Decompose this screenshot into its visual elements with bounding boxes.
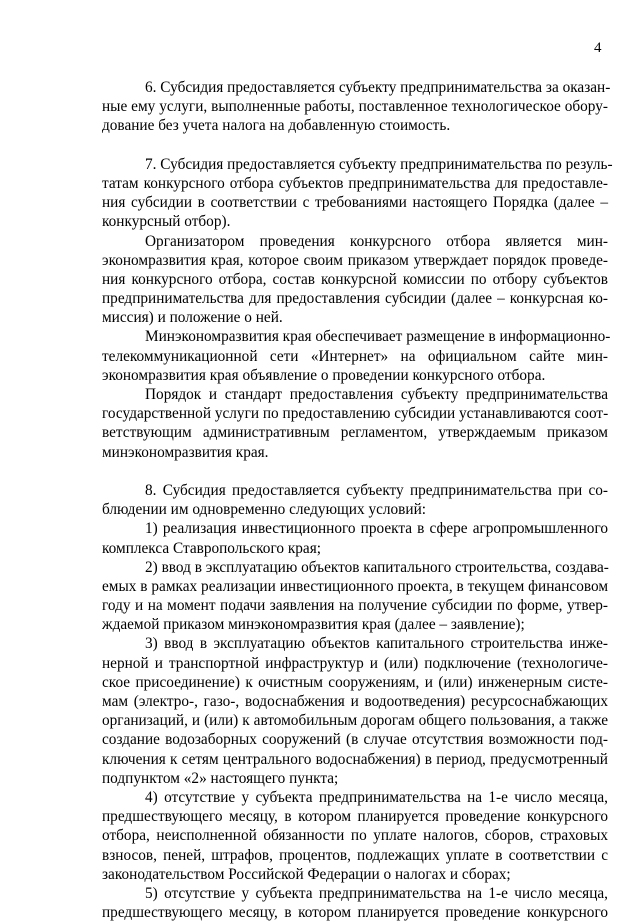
- text-line: конкурсный отбор).: [102, 213, 231, 231]
- text-line: ключения к сетям центрального водоснабжения) в период, предусмотренный: [102, 750, 608, 768]
- text-line: экономразвития края, которое своим приказом утверждает порядок проведе-: [102, 251, 608, 269]
- text-line: телекоммуникационной сети «Интернет» на официальном сайте мин-: [102, 347, 608, 365]
- text-line: ветствующим административным регламентом, утверждаемым приказом: [102, 424, 608, 442]
- text-line: 4) отсутствие у субъекта предпринимательства на 1-е число месяца,: [145, 788, 608, 806]
- paragraph: [102, 385, 608, 462]
- text-line: экономразвития края объявление о проведении конкурсного отбора.: [102, 366, 546, 384]
- text-line: отбора, неисполненной обязанности по уплате налогов, сборов, страховых: [102, 827, 608, 845]
- paragraph-gap: [102, 136, 608, 155]
- text-line: подпунктом «2» настоящего пункта;: [102, 769, 339, 787]
- text-line: ждаемой приказом минэкономразвития края (далее – заявление);: [102, 616, 525, 634]
- text-line: ные ему услуги, выполненные работы, поставленное технологическое обору-: [102, 98, 608, 116]
- page-number: 4: [594, 40, 602, 56]
- paragraph-gap: [102, 462, 608, 481]
- text-line: комплекса Ставропольского края;: [102, 539, 321, 557]
- text-line: 6. Субсидия предоставляется субъекту предпринимательства за оказан-: [145, 79, 611, 96]
- text-line: 8. Субсидия предоставляется субъекту предпринимательства при со-: [145, 481, 608, 499]
- text-line: блюдении им одновременно следующих условий:: [102, 501, 427, 519]
- text-line: ния конкурсного отбора, состав конкурсной комиссии по отбору субъектов: [102, 270, 608, 288]
- text-line: миссия) и положение о ней.: [102, 309, 283, 327]
- paragraph: [102, 558, 608, 635]
- text-line: татам конкурсного отбора субъектов предпринимательства для предоставле-: [102, 174, 608, 192]
- paragraph: [102, 155, 613, 232]
- text-line: ское присоединение) к очистным сооружениям, и (или) инженерным систе-: [102, 673, 608, 691]
- text-line: государственной услуги по предоставлению субсидии устанавливаются соот-: [102, 405, 609, 423]
- paragraph: [102, 519, 608, 557]
- text-line: предшествующего месяцу, в котором планируется проведение конкурсного: [102, 808, 608, 826]
- document-body: [102, 78, 613, 922]
- text-line: емых в рамках реализации инвестиционного проекта, в текущем финансовом: [102, 577, 608, 595]
- paragraph: [102, 884, 608, 922]
- text-line: организаций, и (или) к автомобильным дорогам общего пользования, а также: [102, 712, 608, 730]
- text-line: дование без учета налога на добавленную стоимость.: [102, 117, 451, 135]
- paragraph: [102, 78, 611, 136]
- text-line: законодательством Российской Федерации о налогах и сборах;: [102, 865, 511, 883]
- text-line: взносов, пеней, штрафов, процентов, подлежащих уплате в соответствии с: [102, 846, 608, 864]
- text-line: Порядок и стандарт предоставления субъекту предпринимательства: [145, 386, 608, 403]
- text-line: 2) ввод в эксплуатацию объектов капитального строительства, создава-: [145, 558, 609, 576]
- paragraph: [102, 634, 608, 788]
- text-line: предпринимательства для предоставления субсидии (далее – конкурсная ко-: [102, 290, 608, 308]
- paragraph: [102, 327, 611, 385]
- paragraph: [102, 481, 608, 519]
- paragraph: [102, 232, 608, 328]
- text-line: ния субсидии в соответствии с требованиями настоящего Порядка (далее –: [102, 194, 608, 212]
- text-line: 7. Субсидия предоставляется субъекту предпринимательства по резуль-: [145, 155, 613, 173]
- text-line: создание водозаборных сооружений (в случае отсутствия возможности под-: [102, 731, 608, 749]
- text-line: минэкономразвития края.: [102, 443, 269, 461]
- text-line: предшествующего месяцу, в котором планируется проведение конкурсного: [102, 904, 608, 922]
- text-line: году и на момент подачи заявления на получение субсидии по форме, утвер-: [102, 597, 608, 615]
- text-line: Организатором проведения конкурсного отбора является мин-: [145, 232, 608, 250]
- paragraph: [102, 788, 608, 884]
- text-line: 1) реализация инвестиционного проекта в сфере агропромышленного: [145, 520, 608, 538]
- text-line: 3) ввод в эксплуатацию объектов капитального строительства инже-: [145, 635, 608, 653]
- text-line: мам (электро-, газо-, водоснабжения и водоотведения) ресурсоснабжающих: [102, 693, 608, 710]
- text-line: нерной и транспортной инфраструктур и (или) подключение (технологиче-: [102, 654, 608, 672]
- text-line: 5) отсутствие у субъекта предпринимательства на 1-е число месяца,: [145, 884, 608, 902]
- text-line: Минэкономразвития края обеспечивает размещение в информационно-: [145, 328, 611, 346]
